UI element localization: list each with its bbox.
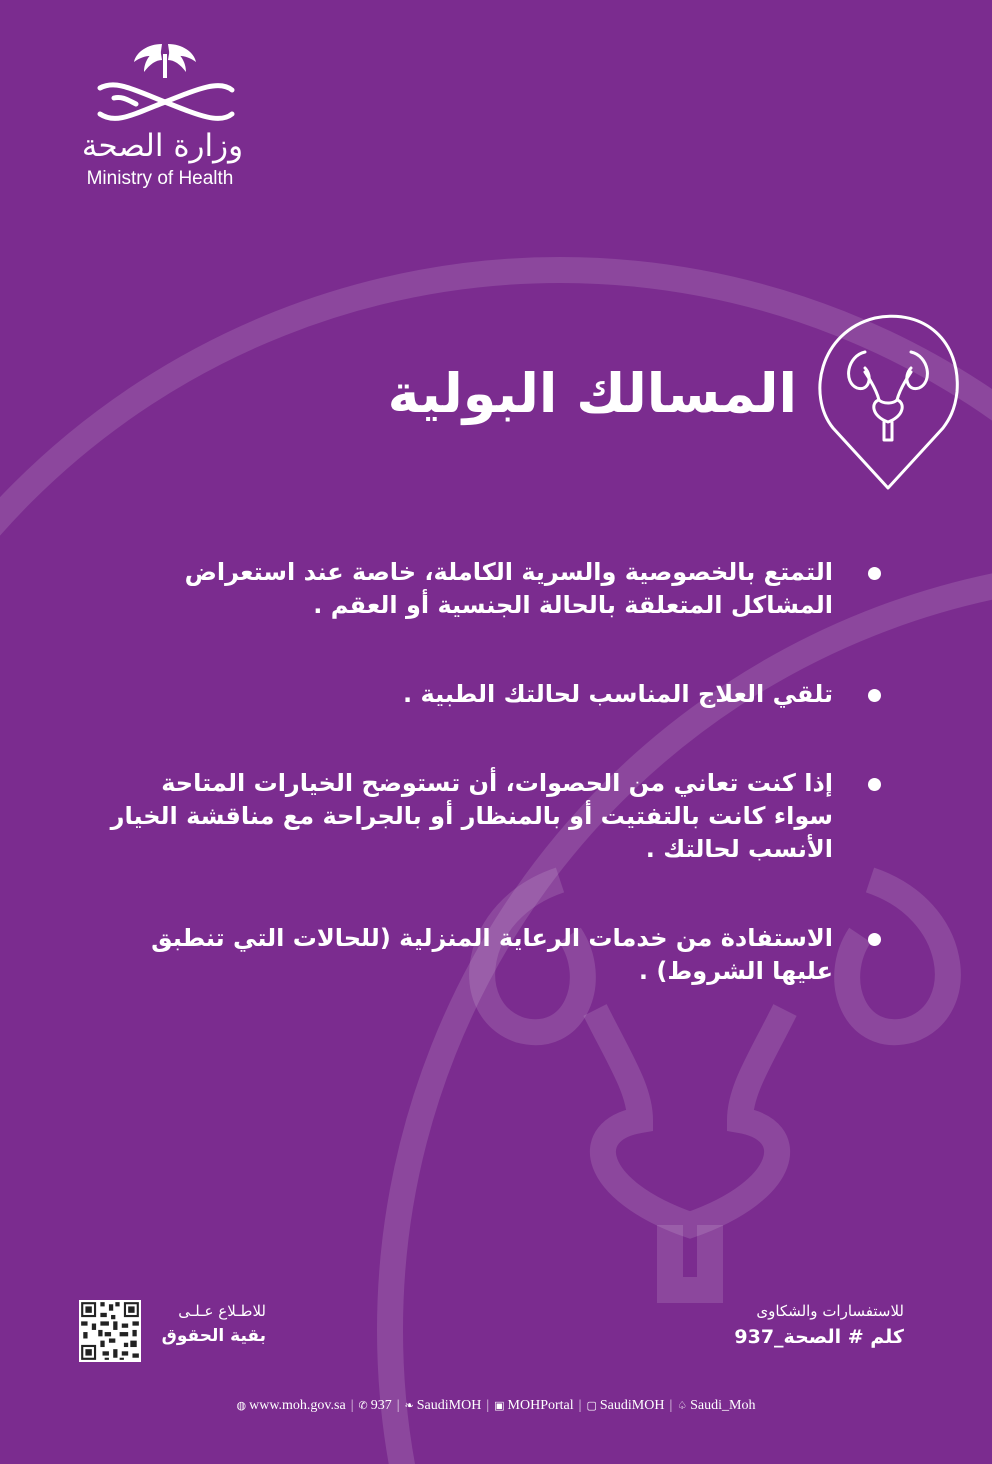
qr-code[interactable] [79,1300,141,1362]
social-link-snapchat[interactable]: ♤ Saudi_Moh [677,1398,756,1413]
social-link-facebook[interactable]: ▢ SaudiMOH [586,1398,665,1413]
snapchat-icon: ♤ [677,1399,688,1412]
list-item [107,556,887,622]
logo-arabic-name: وزارة الصحة [81,128,244,164]
contact-info-line1: للاستفسارات والشكاوى [756,1302,904,1320]
social-links: ◍ www.moh.gov.sa | ✆ 937 | ❧ SaudiMOH | ▣ MOHPortal | ▢ SaudiMOH | ♤ Saudi_Moh [0,1398,992,1414]
twitter-icon: ❧ [404,1399,414,1412]
rights-reference [154,1302,266,1346]
urology-pin-icon [815,312,961,492]
list-item-text: الاستفادة من خدمات الرعاية المنزلية (للحالات التي تنطبق عليها الشروط) . [151,924,833,985]
globe-icon: ◍ [236,1399,247,1412]
phone-icon: ✆ [358,1399,368,1412]
social-link-phone[interactable]: ✆ 937 [358,1398,392,1413]
list-item [107,678,887,711]
bullet-dot-icon [868,567,881,580]
contact-info-line2: كلم # الصحة_937 [734,1326,904,1348]
list-item-text: تلقي العلاج المناسب لحالتك الطبية . [403,680,833,708]
list-item-text: إذا كنت تعاني من الحصوات، أن تستوضح الخيارات المتاحة سواء كانت بالتفتيت أو بالمنظار أو بالجراحة مع مناقشة الخيار الأنسب لحالتك . [110,769,833,863]
facebook-icon: ▢ [586,1399,597,1412]
youtube-icon: ▣ [494,1399,505,1412]
rights-reference-line2: بقية الحقوق [161,1326,266,1346]
page-title: المسالك البولية [387,362,797,425]
bullet-dot-icon [868,933,881,946]
bullet-dot-icon [868,689,881,702]
rights-reference-line1: للاطـلاع عـلـى [178,1302,266,1320]
list-item-text: التمتع بالخصوصية والسرية الكاملة، خاصة عند استعراض المشاكل المتعلقة بالحالة الجنسية أو العقم . [184,558,833,619]
list-item [107,922,887,988]
logo-english-name: Ministry of Health [86,168,234,189]
list-item [107,767,887,866]
social-link-youtube[interactable]: ▣ MOHPortal [494,1398,574,1413]
bullet-dot-icon [868,778,881,791]
rights-list [107,556,887,1044]
social-link-twitter[interactable]: ❧ SaudiMOH [404,1398,482,1413]
contact-info [734,1302,904,1348]
social-link-website[interactable]: ◍ www.moh.gov.sa [236,1398,346,1413]
